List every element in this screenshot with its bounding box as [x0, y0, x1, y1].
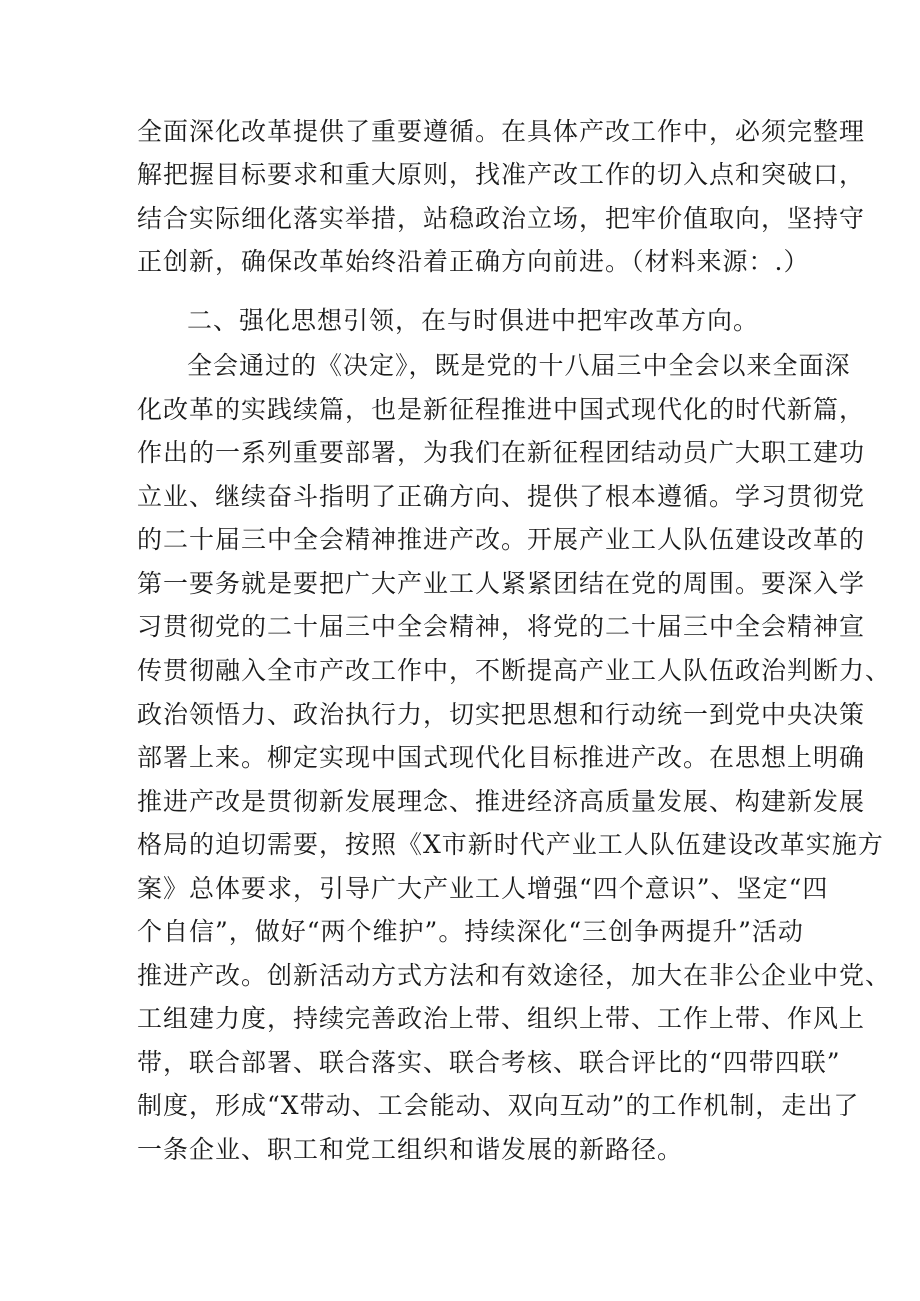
paragraph-line: 解把握目标要求和重大原则，找准产改工作的切入点和突破口，	[137, 160, 866, 189]
paragraph-line: 正创新，确保改革始终沿着正确方向前进。（材料来源：.）	[137, 247, 810, 276]
paragraph-line: 结合实际细化落实举措，站稳政治立场，把牢价值取向，坚持守	[137, 204, 866, 233]
paragraph-line: 一条企业、职工和党工组织和谐发展的新路径。	[137, 1135, 684, 1164]
paragraph-line: 传贯彻融入全市产改工作中，不断提高产业工人队伍政治判断力、	[137, 656, 892, 685]
paragraph-line: 第一要务就是要把广大产业工人紧紧团结在党的周围。要深入学	[137, 569, 866, 598]
paragraph-line: 工组建力度，持续完善政治上带、组织上带、工作上带、作风上	[137, 1004, 866, 1033]
paragraph-line: 全会通过的《决定》，既是党的十八届三中全会以来全面深	[187, 351, 851, 380]
paragraph-line: 案》总体要求，引导广大产业工人增强“四个意识”、坚定“四	[137, 874, 829, 903]
paragraph-line: 个自信”，做好“两个维护”。持续深化“三创争两提升”活动	[137, 917, 804, 946]
paragraph-line: 立业、继续奋斗指明了正确方向、提供了根本遵循。学习贯彻党	[137, 482, 866, 511]
paragraph-line: 制度，形成“X带动、工会能动、双向互动”的工作机制，走出了	[137, 1091, 860, 1120]
paragraph-line: 带，联合部署、联合落实、联合考核、联合评比的“四带四联”	[137, 1048, 841, 1077]
paragraph-line: 习贯彻党的二十届三中全会精神，将党的二十届三中全会精神宣	[137, 612, 866, 641]
paragraph-line: 推进产改。创新活动方式方法和有效途径，加大在非公企业中党、	[137, 961, 892, 990]
paragraph-line: 格局的迫切需要，按照《X市新时代产业工人队伍建设改革实施方	[137, 830, 884, 859]
paragraph-line: 部署上来。柳定实现中国式现代化目标推进产改。在思想上明确	[137, 743, 866, 772]
paragraph-line: 化改革的实践续篇，也是新征程推进中国式现代化的时代新篇，	[137, 395, 866, 424]
section-heading: 二、强化思想引领，在与时俱进中把牢改革方向。	[187, 306, 760, 335]
paragraph-line: 推进产改是贯彻新发展理念、推进经济高质量发展、构建新发展	[137, 787, 866, 816]
paragraph-line: 作出的一系列重要部署，为我们在新征程团结动员广大职工建功	[137, 438, 866, 467]
paragraph-line: 全面深化改革提供了重要遵循。在具体产改工作中，必须完整理	[137, 117, 866, 146]
paragraph-line: 政治领悟力、政治执行力，切实把思想和行动统一到党中央决策	[137, 700, 866, 729]
paragraph-line: 的二十届三中全会精神推进产改。开展产业工人队伍建设改革的	[137, 525, 866, 554]
